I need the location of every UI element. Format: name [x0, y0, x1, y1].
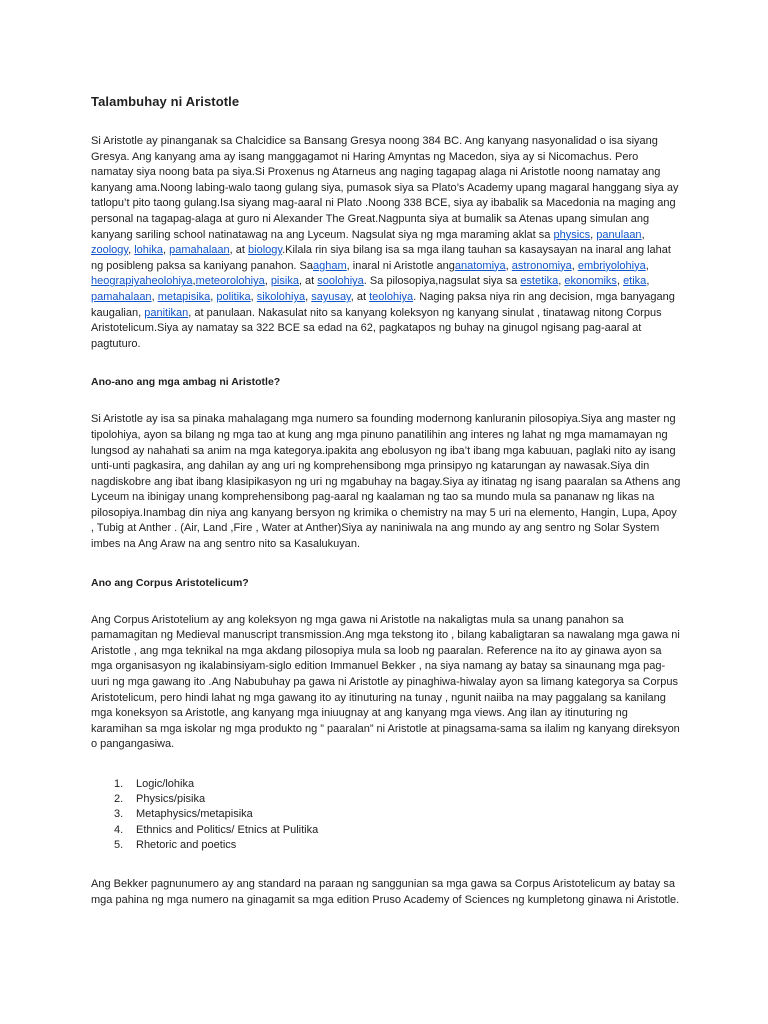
text-run: , [558, 275, 565, 288]
link-pamahalaan-2[interactable]: pamahalaan [91, 290, 152, 303]
link-pisika[interactable]: pisika [270, 275, 299, 288]
link-teolohiya[interactable]: teolohiya [369, 290, 414, 303]
link-physics[interactable]: physics [553, 228, 591, 241]
text-run: , at [350, 290, 370, 303]
list-item-text: Physics/pisika [136, 793, 206, 806]
text-run: . Naging paksa niya rin ang decision, mga banyagang kaugalian, [91, 290, 675, 319]
list-item [91, 838, 681, 853]
document-body [91, 94, 681, 932]
works-category-list [91, 777, 681, 853]
text-run: , [151, 290, 158, 303]
ambag-paragraph: Si Aristotle ay isa sa pinaka mahalagang mga numero sa founding modernong kanluranin pilosopiya.Siya ang master ng tipolohiya, ayon sa bilang ng mga tao at kung ang mga pinuno panatilihin ang interes ng lahat ng mga mamamayan ng lungsod ay nahahati sa anim na mga kategorya.ipakita ang ebolusyon ng iba’t ibang mga kabuuan, paglaki nito ay isang unti-unti pagkasira, ang dahilan ay ang uri ng komprehensibong mga prinsipyo ng katarungan ay nawasak.Siya din nagdiskobre ang ibat ibang klasipikasyon ng uri ng mgabuhay na bagay.Siya ay itinatag ng isang paaralan sa Athens ang Lyceum na ibinigay unang komprehensibong pag-aaral ng kaalaman ng tao sa mundo mula sa pananaw ng likas na pilosopiya.Inambag din niya ang kanyang bersyon ng krimika o chemistry na may 5 uri na elemento, Hangin, Lupa, Apoy , Tubig at Anther . (Air, Land ,Fire , Water at Anther)Siya ay naniniwala na ang mundo ay ang sentro ng Solar System imbes na Ang Araw na ang sentro nito sa Kasalukuyan. [91, 413, 681, 551]
link-pamahalaan[interactable]: pamahalaan [169, 244, 230, 257]
link-sikolohiya[interactable]: sikolohiya [256, 290, 306, 303]
link-biology[interactable]: biology [248, 244, 283, 257]
list-number: 1. [114, 778, 124, 790]
list-number: 5. [114, 838, 124, 851]
text-run: , at [229, 244, 249, 257]
text-run: .Kilala rin siya bilang isa sa mga ilang tauhan sa kasaysayan na inaral ang lahat ng posibleng paksa sa kaniyang panahon. Sa [91, 244, 671, 272]
link-ekonomiks[interactable]: ekonomiks [564, 275, 617, 288]
list-item-text: Rhetoric and poetics [136, 838, 237, 851]
bekker-paragraph: Ang Bekker pagnunumero ay ang standard na paraan ng sanggunian sa mga gawa sa Corpus Aristotelicum ay batay sa mga pahina ng mga numero na ginagamit sa mga edition Pruso Academy of Sciences ng kumpletong ginawa ni Aristotle. [91, 878, 680, 906]
list-number: 4. [114, 823, 124, 836]
text-run: , [571, 259, 578, 272]
link-sayusay[interactable]: sayusay [311, 290, 351, 303]
text-run: , [192, 275, 196, 288]
link-lohika[interactable]: lohika [134, 244, 163, 257]
list-item [91, 777, 681, 792]
text-run: , [162, 244, 170, 257]
list-number: 3. [114, 808, 124, 821]
text-run: , [128, 244, 135, 257]
text-run: , [645, 259, 649, 272]
section-heading-corpus: Ano ang Corpus Aristotelicum? [91, 576, 249, 589]
link-agham[interactable]: agham [313, 259, 347, 272]
text-run: , [641, 228, 645, 241]
link-metapisika[interactable]: metapisika [157, 290, 211, 303]
link-estetika[interactable]: estetika [520, 275, 559, 288]
section-heading-ambag: Ano-ano ang mga ambag ni Aristotle? [91, 376, 281, 389]
text-run: , [250, 290, 257, 303]
text-run: Si Aristotle ay pinanganak sa Chalcidice sa Bansang Gresya noong 384 BC. Ang kanyang nasyonalidad o isa siyang Gresya. Ang kanyang ama ay isang manggagamot ni Haring Amyntas ng Macedon, siya ay si Nicomachus. Pero namatay siya noong bata pa siya.Si Proxenus ng Atarneus ang naging tagapag alaga ni Aristotle noong namatay ang kanyang ama.Noong labing-walo taong gulang siya, pumasok siya sa Plato’s Academy upang magaral hanggang siya ay tatlopu’t pito taong gulang.Isa siyang mag-aaral ni Plato .Noong 338 BCE, siya ay ibabalik sa Macedonia na maging ang personal na tagapag-alaga at guro ni Alexander The Great.Nagpunta siya at bumalik sa Atenas upang simulan ang kanyang sariling school natinatawag na ang Lyceum. Nagsulat siya ng mga maraming aklat sa [91, 135, 679, 241]
text-run: , [210, 290, 217, 303]
link-panitikan[interactable]: panitikan [144, 306, 189, 319]
text-run: , [590, 228, 597, 241]
link-anatomiya[interactable]: anatomiya [454, 259, 506, 272]
text-run: , at panulaan. Nakasulat nito sa kanyang koleksyon ng kanyang sinulat , tinatawag nitong Corpus Aristotelicum.Siya ay namatay sa 322 BCE sa edad na 62, pagkatapos ng buhay na ginugol ngisang pag-aaral at pagtuturo. [91, 306, 662, 350]
list-number: 2. [114, 793, 124, 806]
link-embriyolohiya[interactable]: embriyolohiya [577, 259, 646, 272]
link-etika[interactable]: etika [623, 275, 647, 288]
text-run: , at [298, 275, 318, 288]
link-soolohiya[interactable]: soolohiya [317, 275, 364, 288]
link-politika[interactable]: politika [216, 290, 251, 303]
corpus-paragraph: Ang Corpus Aristotelium ay ang koleksyon ng mga gawa ni Aristotle na nakaligtas mula sa unang panahon sa pamamagitan ng Medieval manuscript transmission.Ang mga tekstong ito , bilang kabaligtaran sa nawalang mga gawa ni Aristotle , ang mga teknikal na mga akdang pilosopiya mula sa loob ng paaralan. Reference na ito ay ginawa ayon sa mga organisasyon ng ikalabinsiyam-siglo edition Immanuel Bekker , na siya namang ay batay sa sinaunang mga pag-uuri ng mga gawang ito .Ang Nabubuhay pa gawa ni Aristotle ay pinaghiwa-hiwalay ayon sa limang kategorya sa Corpus Aristotelicum, pero hindi lahat ng mga gawang ito ay itinuturing na tunay , ngunit naiiba na may paggalang sa kanilang mga koneksyon sa Aristotle, ang kanyang mga iniuugnay at ang kanyang mga views. Ang ilan ay itinuturing ng karamihan sa mga iskolar ng mga produkto ng ” paaralan” ni Aristotle at pinagsama-sama sa ilalim ng kanyang direksyon o pangangasiwa. [91, 613, 680, 751]
list-item-text: Ethnics and Politics/ Etnics at Pulitika [136, 823, 319, 836]
text-run: , [305, 290, 312, 303]
link-astronomiya[interactable]: astronomiya [511, 259, 572, 272]
text-run: . Sa pilosopiya,nagsulat siya sa [363, 275, 521, 288]
list-item-text: Logic/lohika [136, 778, 195, 790]
document-title: Talambuhay ni Aristotle [91, 94, 240, 109]
list-item [91, 823, 681, 838]
text-run: , [264, 275, 271, 288]
link-heograpiyaheolohiya[interactable]: heograpiyaheolohiya [91, 275, 193, 288]
link-meteorolohiya[interactable]: meteorolohiya [195, 275, 265, 288]
list-item-text: Metaphysics/metapisika [136, 808, 253, 821]
list-item [91, 807, 681, 822]
text-run: , [505, 259, 512, 272]
text-run: , [616, 275, 624, 288]
link-panulaan[interactable]: panulaan [596, 228, 642, 241]
biography-paragraph [91, 134, 681, 352]
link-zoology[interactable]: zoology [91, 244, 129, 257]
list-item [91, 792, 681, 807]
text-run: , inaral ni Aristotle ang [346, 259, 455, 272]
text-run: , [646, 275, 650, 288]
